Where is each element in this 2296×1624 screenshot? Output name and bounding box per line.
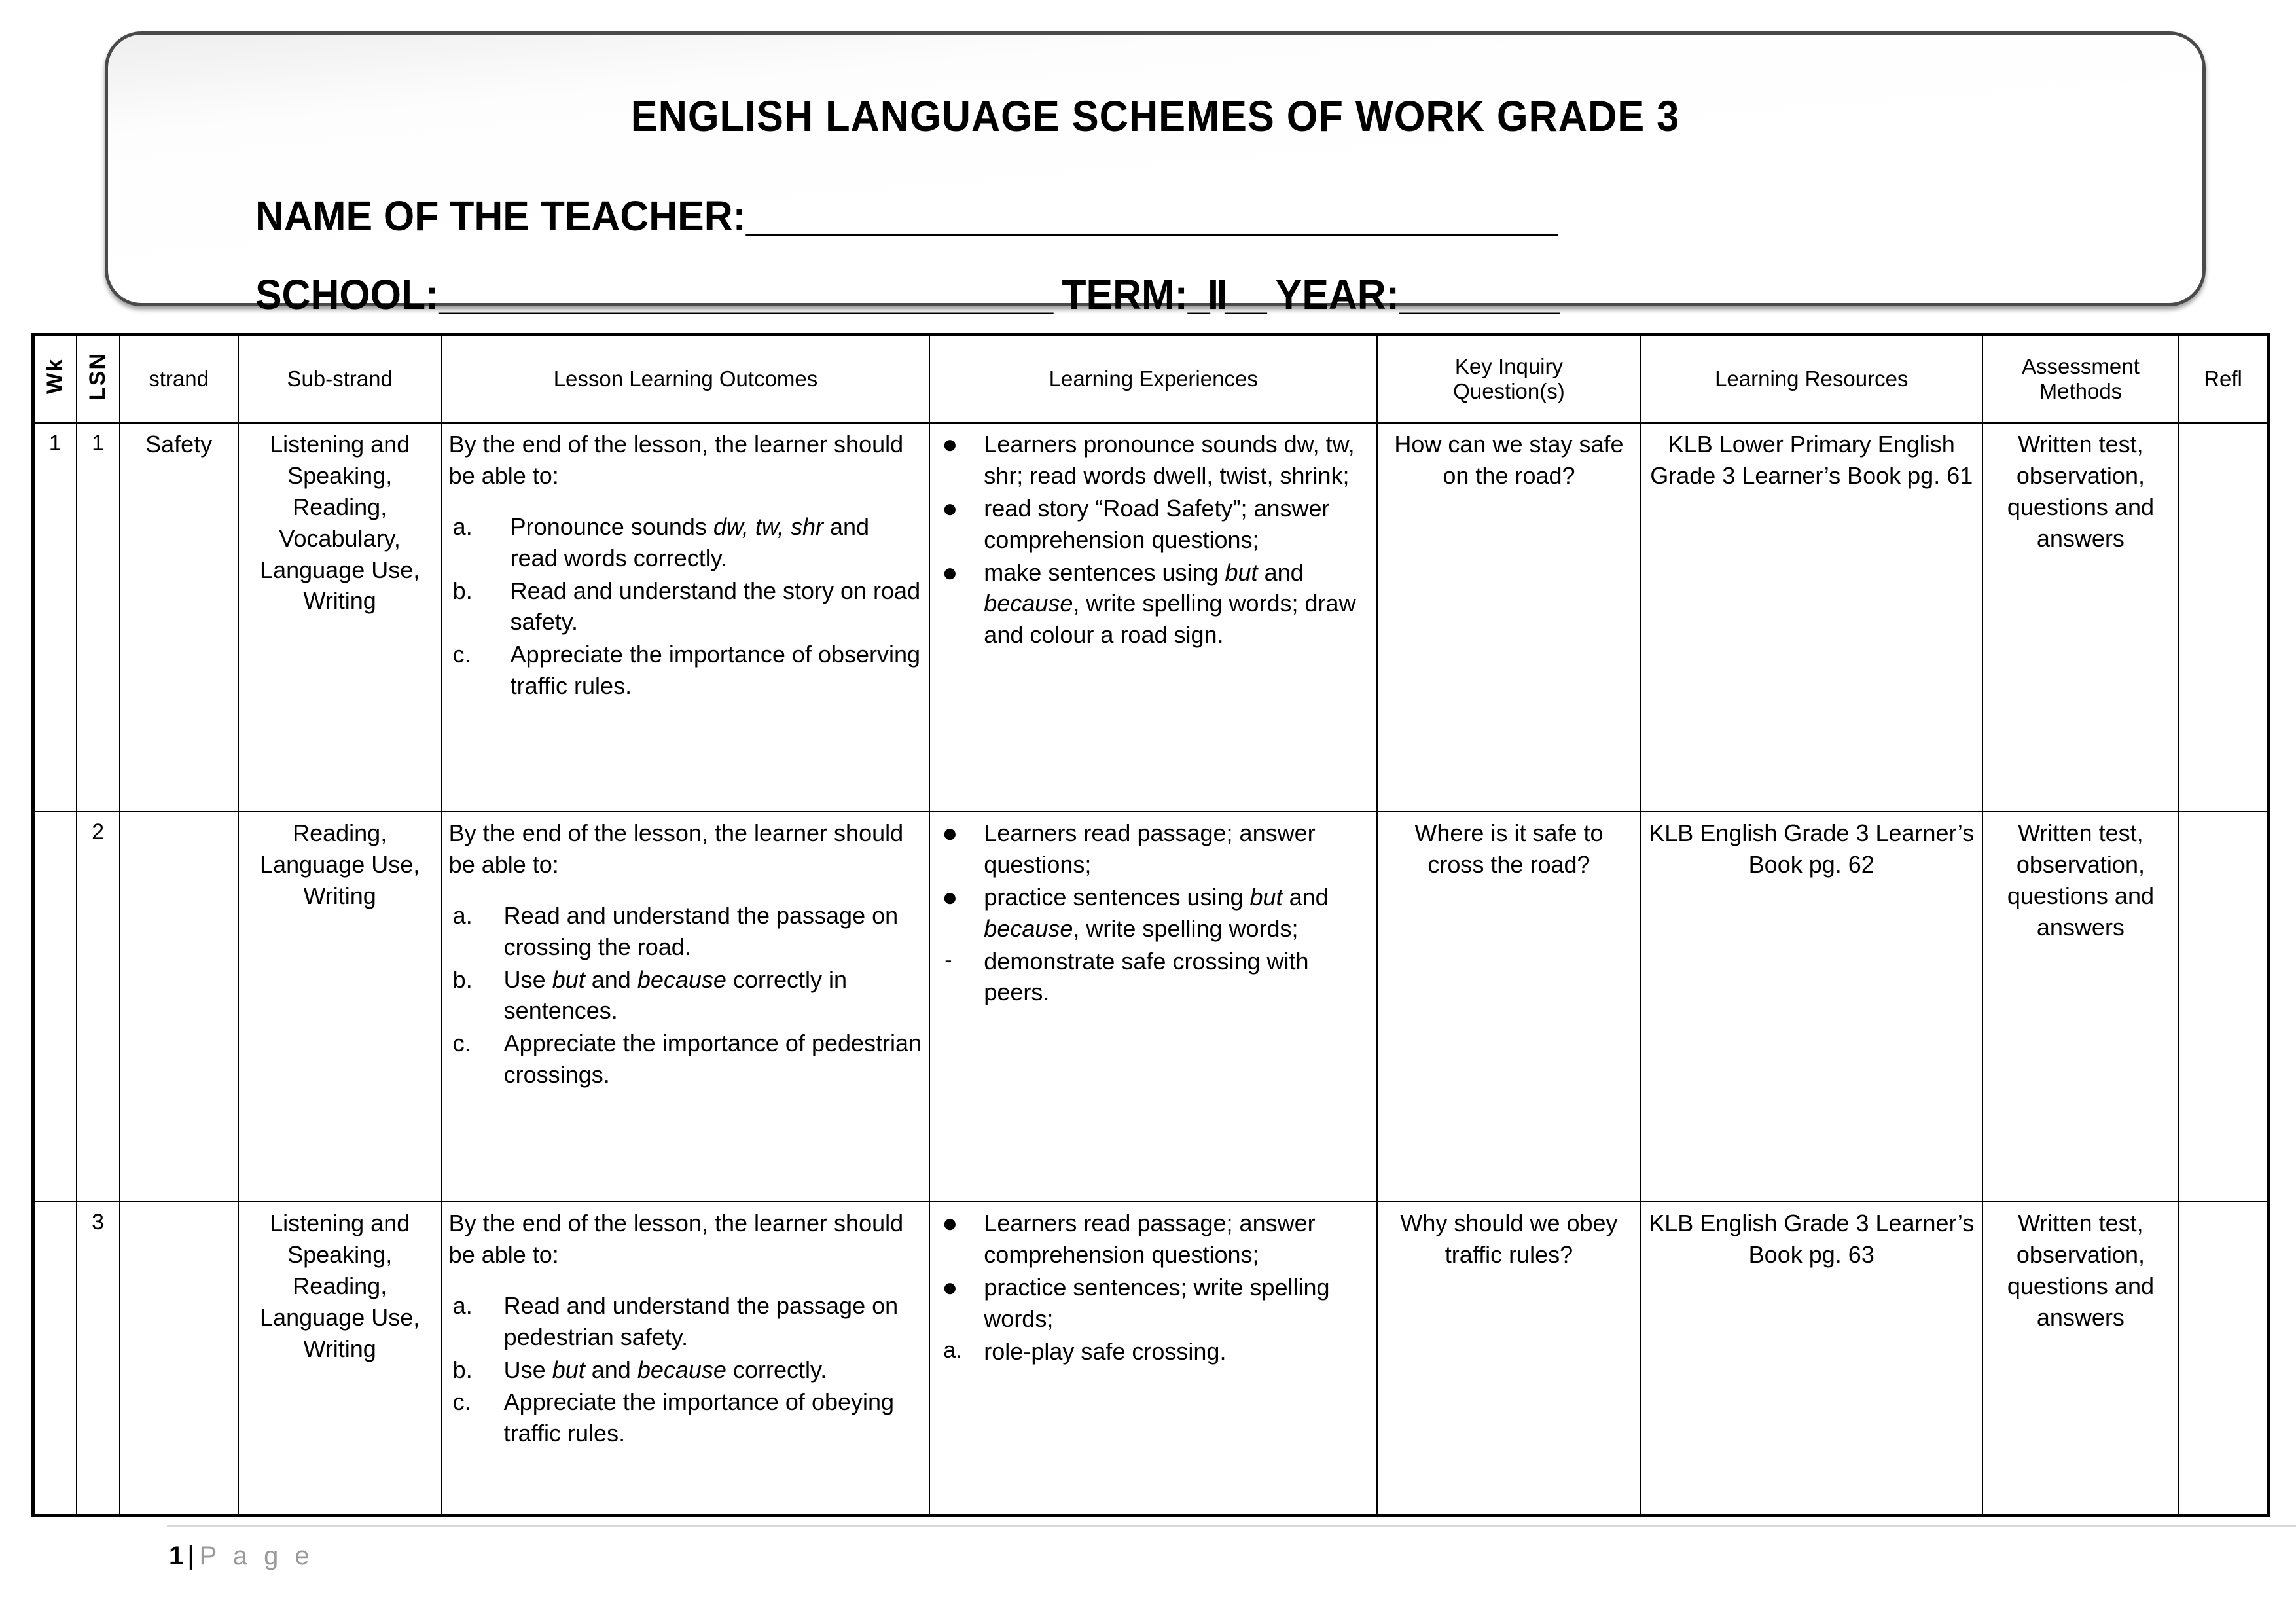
cell-learning-experiences (929, 812, 1377, 1202)
column-header-lesson-learning-outcomes: Lesson Learning Outcomes (442, 334, 930, 424)
cell-learning-resources: KLB English Grade 3 Learner’s Book pg. 62 (1641, 812, 1982, 1202)
list-text-before: Appreciate the importance of observing traffic rules. (510, 641, 921, 700)
list-item (937, 1272, 1370, 1335)
list-marker: a. (452, 513, 473, 540)
cell-assessment-methods: Written test, observation, questions and answers (1982, 1202, 2179, 1516)
column-header-learning-resources: Learning Resources (1641, 334, 1982, 424)
column-header-sub-strand: Sub-strand (238, 334, 442, 424)
list-text-italic: but (552, 1356, 585, 1383)
column-header-key-inquiry-line1: Key Inquiry (1454, 353, 1563, 378)
outcomes-list (449, 900, 923, 1091)
list-text-before: Read and understand the story on road safety. (510, 577, 921, 636)
column-header-key-inquiry-questions (1377, 334, 1641, 424)
list-marker: b. (452, 1356, 473, 1383)
cell-learning-experiences (929, 423, 1377, 812)
list-text-italic-2: because (637, 965, 726, 993)
school-blank[interactable]: _______________________________ (439, 271, 1051, 318)
outcomes-list (449, 511, 923, 702)
year-blank[interactable]: ________ (1399, 271, 1558, 318)
bullet-icon: ● (942, 430, 958, 459)
list-text-after: and read words correctly. (510, 513, 870, 571)
cell-lesson-learning-outcomes (442, 812, 930, 1202)
cell-learning-experiences (929, 1202, 1377, 1516)
list-item (937, 882, 1370, 945)
list-item (937, 1336, 1370, 1367)
cell-assessment-methods: Written test, observation, questions and answers (1982, 812, 2179, 1202)
cell-learning-resources: KLB Lower Primary English Grade 3 Learner’s Book pg. 61 (1641, 423, 1982, 812)
footer-separator: | (187, 1542, 194, 1570)
column-header-refl: Refl (2179, 334, 2268, 424)
cell-wk (33, 812, 77, 1202)
bullet-icon: ● (942, 882, 958, 912)
list-text-mid: and (584, 1356, 637, 1383)
bullet-icon: ● (942, 558, 958, 587)
list-item (449, 511, 923, 574)
list-item (937, 946, 1370, 1009)
cell-assessment-methods: Written test, observation, questions and answers (1982, 423, 2179, 812)
list-text-before: demonstrate safe crossing with peers. (984, 947, 1309, 1006)
term-label: TERM: (1062, 271, 1188, 318)
column-header-key-inquiry-line2: Question(s) (1453, 379, 1565, 403)
list-item (937, 493, 1370, 556)
list-text-mid: and (1282, 883, 1329, 911)
list-marker: a. (943, 1337, 962, 1363)
list-text-before: practice sentences using (984, 883, 1250, 911)
cell-sub-strand: Listening and Speaking, Reading, Language Use, Writing (238, 1202, 442, 1516)
footer-page-label: P a g e (199, 1542, 314, 1570)
list-text-before: Read and understand the passage on pedestrian safety. (503, 1291, 899, 1350)
year-label: YEAR: (1275, 271, 1399, 318)
cell-lsn: 3 (77, 1202, 120, 1516)
school-label: SCHOOL: (255, 271, 439, 318)
column-header-assessment-methods (1982, 334, 2179, 424)
cell-sub-strand: Listening and Speaking, Reading, Vocabulary, Language Use, Writing (238, 423, 442, 812)
list-item (937, 818, 1370, 880)
list-marker: a. (452, 901, 473, 929)
table-row (33, 812, 2269, 1202)
dash-icon: - (944, 947, 952, 973)
column-header-wk-label: Wk (42, 358, 67, 395)
cell-lsn: 1 (77, 423, 120, 812)
list-text-italic: but (1225, 558, 1258, 586)
list-text-mid: and (584, 965, 637, 993)
cell-wk: 1 (33, 423, 77, 812)
cell-key-inquiry-question: Why should we obey traffic rules? (1377, 1202, 1641, 1516)
list-text-after: correctly. (726, 1356, 827, 1383)
cell-lesson-learning-outcomes (442, 1202, 930, 1516)
cell-refl[interactable] (2179, 1202, 2268, 1516)
list-marker: b. (452, 577, 473, 604)
list-text-italic: dw, tw, shr (713, 513, 823, 540)
schemes-of-work-table (31, 333, 2270, 1517)
list-text-before: Use (503, 1356, 552, 1383)
column-header-wk (33, 334, 77, 424)
list-text-before: role-play safe crossing. (984, 1337, 1227, 1365)
cell-key-inquiry-question: Where is it safe to cross the road? (1377, 812, 1641, 1202)
list-item (937, 429, 1370, 492)
list-text-before: practice sentences; write spelling words; (984, 1273, 1330, 1332)
page-title: ENGLISH LANGUAGE SCHEMES OF WORK GRADE 3 (630, 92, 1680, 140)
list-item (937, 1208, 1370, 1271)
list-text-before: Learners pronounce sounds dw, tw, shr; read words dwell, twist, shrink; (984, 431, 1355, 489)
bullet-icon: ● (942, 494, 958, 523)
column-header-lsn-label: LSN (84, 352, 110, 401)
list-item (449, 575, 923, 638)
list-text-italic: but (1249, 883, 1283, 911)
list-item (449, 1290, 923, 1353)
list-item (449, 639, 923, 702)
list-text-after: , write spelling words; (1073, 914, 1299, 942)
cell-wk (33, 1202, 77, 1516)
list-marker: c. (452, 1030, 471, 1057)
list-text-before: Pronounce sounds (510, 513, 713, 540)
experiences-list (937, 429, 1370, 651)
list-item (449, 1386, 923, 1449)
list-item (449, 1354, 923, 1386)
list-marker: b. (452, 965, 473, 993)
list-text-before: Appreciate the importance of obeying traffic rules. (503, 1388, 895, 1447)
teacher-name-field (255, 192, 1556, 240)
page-number: 1 (169, 1542, 184, 1570)
outcomes-stem: By the end of the lesson, the learner should be able to: (448, 431, 904, 489)
bullet-icon: ● (942, 819, 958, 848)
cell-refl[interactable] (2179, 812, 2268, 1202)
cell-strand (120, 812, 238, 1202)
title-panel (105, 31, 2206, 318)
list-text-italic-2: because (984, 914, 1073, 942)
list-text-after: , write spelling words; draw and colour a road sign. (984, 590, 1356, 649)
list-text-before: Use (503, 965, 552, 993)
outcomes-stem: By the end of the lesson, the learner should be able to: (448, 1210, 904, 1268)
table-header-row (33, 334, 2269, 424)
outcomes-stem: By the end of the lesson, the learner should be able to: (448, 820, 904, 878)
list-marker: c. (452, 1388, 471, 1416)
experiences-list (937, 818, 1370, 1008)
cell-sub-strand: Reading, Language Use, Writing (238, 812, 442, 1202)
school-term-year-field (255, 270, 1557, 319)
list-text-before: Appreciate the importance of pedestrian crossings. (503, 1030, 922, 1089)
spacer (1050, 271, 1062, 318)
table-row (33, 1202, 2269, 1516)
cell-strand: Safety (120, 423, 238, 812)
cell-key-inquiry-question: How can we stay safe on the road? (1377, 423, 1641, 812)
list-text-before: read story “Road Safety”; answer comprehension questions; (984, 494, 1330, 553)
list-text-mid: and (1257, 558, 1304, 586)
list-marker: c. (452, 641, 471, 668)
list-text-italic-2: because (984, 590, 1073, 617)
list-text-italic: but (552, 965, 585, 993)
table-row (33, 423, 2269, 812)
list-text-before: Learners read passage; answer comprehension questions; (984, 1210, 1316, 1268)
bullet-icon: ● (942, 1209, 958, 1238)
term-value[interactable]: _II__ (1187, 271, 1265, 318)
list-item (449, 900, 923, 963)
list-text-before: make sentences using (984, 558, 1225, 586)
list-item (449, 964, 923, 1027)
list-item (937, 557, 1370, 651)
cell-lesson-learning-outcomes (442, 423, 930, 812)
column-header-assessment-line2: Methods (2039, 379, 2123, 403)
experiences-list (937, 1208, 1370, 1367)
column-header-strand: strand (120, 334, 238, 424)
table-body (33, 423, 2269, 1516)
list-item (449, 1028, 923, 1091)
column-header-learning-experiences: Learning Experiences (929, 334, 1377, 424)
column-header-lsn (77, 334, 120, 424)
bullet-icon: ● (942, 1272, 958, 1302)
cell-lsn: 2 (77, 812, 120, 1202)
outcomes-list (449, 1290, 923, 1449)
cell-strand (120, 1202, 238, 1516)
page-footer (169, 1542, 314, 1571)
list-text-after: correctly in sentences. (503, 965, 847, 1024)
teacher-name-label: NAME OF THE TEACHER: (255, 192, 746, 240)
list-text-before: Learners read passage; answer questions; (984, 820, 1316, 878)
list-text-before: Read and understand the passage on crossing the road. (503, 901, 899, 960)
cell-refl[interactable] (2179, 423, 2268, 812)
list-marker: a. (452, 1291, 473, 1319)
column-header-assessment-line1: Assessment (2022, 353, 2140, 378)
cell-learning-resources: KLB English Grade 3 Learner’s Book pg. 63 (1641, 1202, 1982, 1516)
teacher-name-blank[interactable]: _________________________________________ (745, 192, 1556, 240)
footer-divider (167, 1525, 2296, 1527)
spacer-2 (1265, 271, 1276, 318)
list-text-italic-2: because (637, 1356, 726, 1383)
